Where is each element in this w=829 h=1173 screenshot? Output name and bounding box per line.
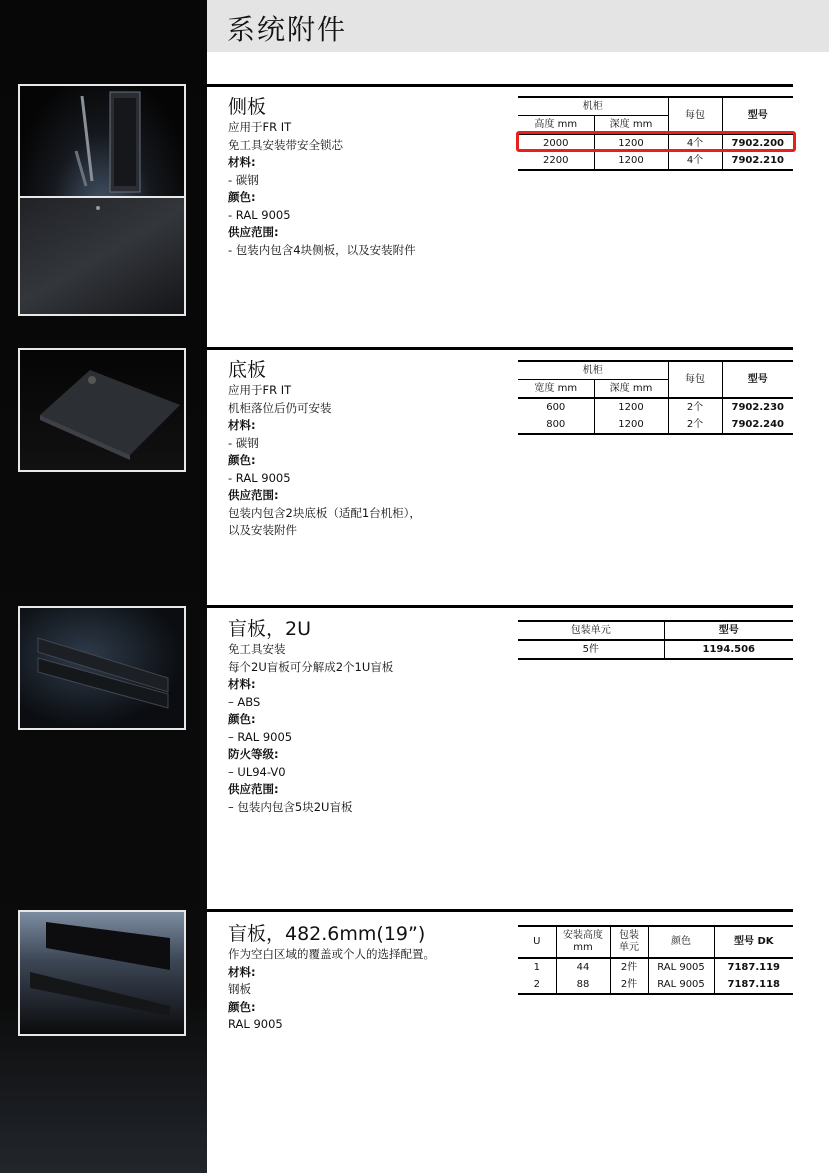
blanking-panel-19in-section — [228, 922, 435, 1034]
blanking-panel-2u-table — [518, 620, 793, 660]
spec-label: 材料: — [228, 155, 256, 169]
header-cell: 每包 — [668, 97, 722, 134]
table-row — [518, 976, 793, 994]
spec-line: 应用于FR IT — [228, 120, 292, 134]
header-cell: 深度 mm — [594, 116, 668, 135]
table-row — [518, 416, 793, 434]
table-cell: 800 — [518, 416, 594, 434]
table-cell: 4个 — [668, 134, 722, 152]
floor-panel-section — [228, 358, 421, 540]
table-cell: RAL 9005 — [648, 976, 714, 994]
spec-line: 免工具安装带安全锁芯 — [228, 137, 343, 152]
table-cell: RAL 9005 — [648, 958, 714, 976]
spec-line: 每个2U盲板可分解成2个1U盲板 — [228, 659, 394, 674]
header-cell: 安装高度 mm — [556, 926, 610, 958]
table-cell: 2200 — [518, 152, 594, 170]
spec-line: 钢板 — [228, 982, 251, 996]
spec-label: 颜色: — [228, 190, 256, 204]
spec-label: 供应范围: — [228, 488, 279, 502]
table-cell: 7902.240 — [722, 416, 793, 434]
spec-line: 机柜落位后仍可安装 — [228, 400, 332, 415]
section-divider — [207, 347, 793, 350]
spec-line: – UL94-V0 — [228, 764, 286, 779]
spec-line: - RAL 9005 — [228, 207, 291, 222]
spec-line: - RAL 9005 — [228, 470, 291, 485]
header-cell: 包装 单元 — [610, 926, 648, 958]
table-row — [518, 640, 793, 659]
spec-line: - 包装内包含4块侧板，以及安装附件 — [228, 242, 416, 257]
spec-line: 包装内包含2块底板（适配1台机柜）， — [228, 505, 421, 520]
table-cell: 1 — [518, 958, 556, 976]
table-cell: 2个 — [668, 398, 722, 416]
section-divider — [207, 84, 793, 87]
table-cell: 1200 — [594, 416, 668, 434]
section-divider — [207, 605, 793, 608]
table-cell: 2000 — [518, 134, 594, 152]
row-highlight-box — [516, 131, 796, 152]
table-cell: 5件 — [518, 640, 664, 659]
spec-label: 材料: — [228, 677, 256, 691]
header-cell: 型号 — [722, 361, 793, 398]
section-title: 盲板，2U — [228, 618, 311, 640]
spec-label: 颜色: — [228, 712, 256, 726]
table-cell: 2个 — [668, 416, 722, 434]
page-title: 系统附件 — [227, 13, 348, 46]
spec-label: 颜色: — [228, 999, 256, 1014]
side-panel-cabinet-image — [18, 84, 186, 198]
table-row — [518, 398, 793, 416]
spec-label: 防火等级: — [228, 747, 279, 761]
section-title: 底板 — [228, 359, 267, 381]
header-cell: 型号 DK — [714, 926, 793, 958]
page-header — [207, 0, 829, 52]
table-cell: 88 — [556, 976, 610, 994]
header-cell: 机柜 — [518, 97, 668, 116]
table-cell: 1200 — [594, 134, 668, 152]
table-cell: 7902.200 — [722, 134, 793, 152]
header-cell: 型号 — [722, 97, 793, 134]
table-cell: 1200 — [594, 398, 668, 416]
header-cell: 包装单元 — [518, 621, 664, 640]
side-panel-section — [228, 95, 416, 259]
header-cell: 型号 — [664, 621, 793, 640]
spec-label: 颜色: — [228, 453, 256, 467]
spec-label: 材料: — [228, 964, 256, 979]
table-cell: 7902.230 — [722, 398, 793, 416]
header-cell: 颜色 — [648, 926, 714, 958]
table-cell: 2件 — [610, 976, 648, 994]
spec-line: 作为空白区域的覆盖或个人的选择配置。 — [228, 947, 435, 961]
spec-label: 供应范围: — [228, 782, 279, 796]
header-cell: U — [518, 926, 556, 958]
blanking-panel-2u-section — [228, 617, 393, 816]
floor-panel-image — [18, 348, 186, 472]
header-cell: 深度 mm — [594, 380, 668, 399]
table-cell: 7902.210 — [722, 152, 793, 170]
section-title: 侧板 — [228, 96, 267, 118]
header-cell: 高度 mm — [518, 116, 594, 135]
table-row — [518, 958, 793, 976]
table-cell: 600 — [518, 398, 594, 416]
table-cell: 2 — [518, 976, 556, 994]
spec-line: - 碳钢 — [228, 172, 259, 187]
blanking-panel-19in-image — [18, 910, 186, 1036]
section-title: 盲板，482.6mm(19”) — [228, 923, 426, 945]
spec-line: RAL 9005 — [228, 1017, 283, 1031]
header-cell: 宽度 mm — [518, 380, 594, 399]
spec-line: – RAL 9005 — [228, 729, 293, 744]
table-cell: 7187.118 — [714, 976, 793, 994]
side-panel-image — [18, 196, 186, 316]
floor-panel-table — [518, 360, 793, 435]
blanking-panel-2u-image — [18, 606, 186, 730]
spec-line: – ABS — [228, 694, 261, 709]
spec-line: – 包装内包含5块2U盲板 — [228, 799, 353, 814]
spec-line: 应用于FR IT — [228, 383, 292, 397]
header-cell: 机柜 — [518, 361, 668, 380]
blanking-panel-19in-table — [518, 925, 793, 995]
header-cell: 每包 — [668, 361, 722, 398]
spec-line: 免工具安装 — [228, 642, 286, 656]
table-row — [518, 152, 793, 170]
table-cell: 1200 — [594, 152, 668, 170]
spec-line: 以及安装附件 — [228, 523, 297, 537]
table-cell: 44 — [556, 958, 610, 976]
spec-label: 材料: — [228, 418, 256, 432]
table-cell: 2件 — [610, 958, 648, 976]
table-cell: 4个 — [668, 152, 722, 170]
section-divider — [207, 909, 793, 912]
table-cell: 1194.506 — [664, 640, 793, 659]
spec-line: - 碳钢 — [228, 435, 259, 450]
spec-label: 供应范围: — [228, 225, 279, 239]
table-cell: 7187.119 — [714, 958, 793, 976]
